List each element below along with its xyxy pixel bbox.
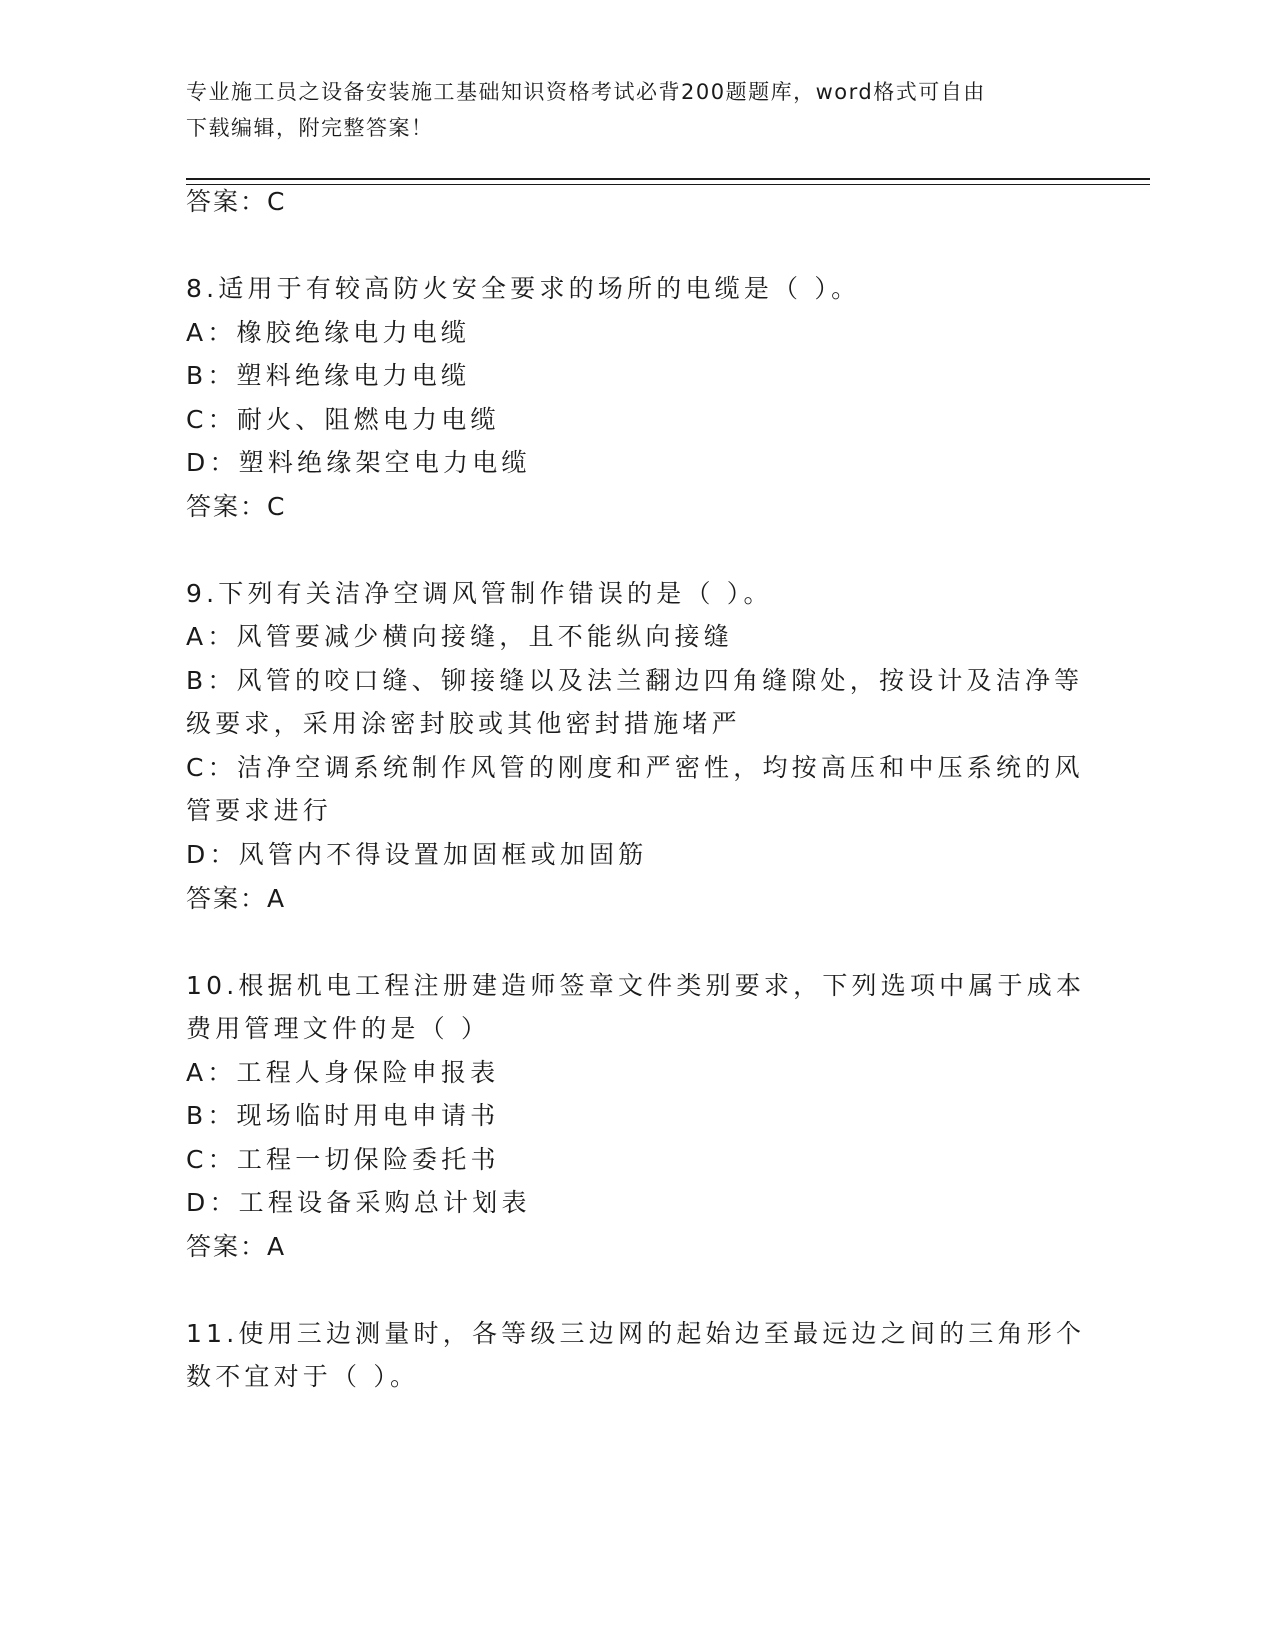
header-line: 专业施工员之设备安装施工基础知识资格考试必背200题题库，word格式可自由: [186, 80, 986, 104]
answer-value: C: [267, 187, 286, 216]
answer-label: 答案：: [186, 187, 268, 216]
document-header: [186, 74, 1066, 146]
answer-label: 答案：: [186, 492, 268, 521]
option-a: A：工程人身保险申报表: [186, 1058, 500, 1087]
question-stem-cont: 费用管理文件的是（ ）: [186, 1014, 491, 1043]
answer-line: [186, 1231, 285, 1263]
option-b: B：风管的咬口缝、铆接缝以及法兰翻边四角缝隙处，按设计及洁净等: [186, 666, 1084, 695]
option-b-cont: 级要求，采用涂密封胶或其他密封措施堵严: [186, 709, 741, 738]
answer-label: 答案：: [186, 1232, 268, 1261]
option-a: A：橡胶绝缘电力电缆: [186, 318, 471, 347]
option-d: D：工程设备采购总计划表: [186, 1188, 531, 1217]
prev-answer-line: [186, 186, 285, 218]
option-b: B：现场临时用电申请书: [186, 1101, 500, 1130]
answer-value: A: [267, 1232, 286, 1261]
option-d: D：风管内不得设置加固框或加固筋: [186, 840, 648, 869]
answer-line: [186, 883, 285, 915]
answer-label: 答案：: [186, 884, 268, 913]
option-c-cont: 管要求进行: [186, 796, 333, 825]
question-stem: 10.根据机电工程注册建造师签章文件类别要求，下列选项中属于成本: [186, 971, 1086, 1000]
option-d: D：塑料绝缘架空电力电缆: [186, 448, 531, 477]
option-b: B：塑料绝缘电力电缆: [186, 361, 471, 390]
question-stem: 8.适用于有较高防火安全要求的场所的电缆是（ ）。: [186, 274, 861, 303]
question-stem: 9.下列有关洁净空调风管制作错误的是（ ）。: [186, 579, 773, 608]
option-a: A：风管要减少横向接缝，且不能纵向接缝: [186, 622, 733, 651]
question-stem: 11.使用三边测量时，各等级三边网的起始边至最远边之间的三角形个: [186, 1319, 1086, 1348]
answer-value: A: [267, 884, 286, 913]
header-divider: [186, 178, 1150, 180]
option-c: C：洁净空调系统制作风管的刚度和严密性，均按高压和中压系统的风: [186, 753, 1084, 782]
answer-line: [186, 491, 285, 523]
header-line: 下载编辑，附完整答案！: [186, 116, 434, 140]
option-c: C：耐火、阻燃电力电缆: [186, 405, 500, 434]
question-stem-cont: 数不宜对于（ ）。: [186, 1362, 420, 1391]
option-c: C：工程一切保险委托书: [186, 1145, 500, 1174]
answer-value: C: [267, 492, 286, 521]
header-divider-thin: [186, 184, 1150, 185]
